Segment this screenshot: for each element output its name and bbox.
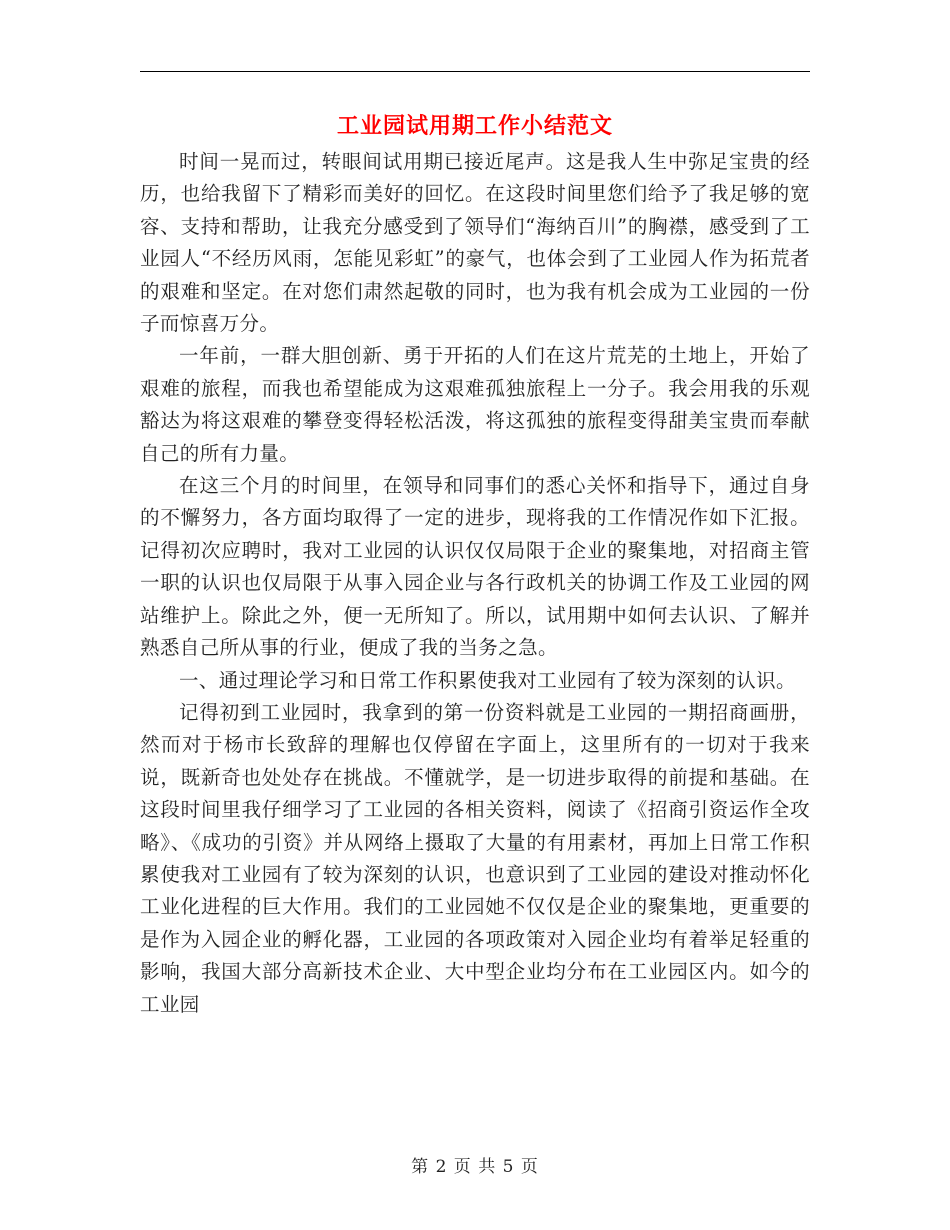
document-body: [140, 146, 810, 1021]
paragraph: 一年前，一群大胆创新、勇于开拓的人们在这片荒芜的土地上，开始了艰难的旅程，而我也希望能成为这艰难孤独旅程上一分子。我会用我的乐观豁达为将这艰难的攀登变得轻松活泼，将这孤独的旅程变得甜美宝贵而奉献自己的所有力量。: [140, 344, 810, 465]
page-number-footer: 第 2 页 共 5 页: [411, 1157, 539, 1177]
paragraph: 时间一晃而过，转眼间试用期已接近尾声。这是我人生中弥足宝贵的经历，也给我留下了精彩而美好的回忆。在这段时间里您们给予了我足够的宽容、支持和帮助，让我充分感受到了领导们“海纳百川”的胸襟，感受到了工业园人“不经历风雨，怎能见彩虹”的豪气，也体会到了工业园人作为拓荒者的艰难和坚定。在对您们肃然起敬的同时，也为我有机会成为工业园的一份子而惊喜万分。: [140, 150, 810, 336]
paragraph: 在这三个月的时间里，在领导和同事们的悉心关怀和指导下，通过自身的不懈努力，各方面均取得了一定的进步，现将我的工作情况作如下汇报。 记得初次应聘时，我对工业园的认识仅仅局限于企业的聚集地，对招商主管一职的认识也仅局限于从事入园企业与各行政机关的协调工作及工业园的网站维护上。除此之外，便一无所知了。所以，试用期中如何去认识、了解并熟悉自己所从事的行业，便成了我的当务之急。: [140, 474, 810, 660]
document-title: 工业园试用期工作小结范文: [336, 113, 613, 139]
header-divider: [140, 71, 810, 72]
paragraph: 记得初到工业园时，我拿到的第一份资料就是工业园的一期招商画册，然而对于杨市长致辞的理解也仅停留在字面上，这里所有的一切对于我来说，既新奇也处处存在挑战。不懂就学，是一切进步取得的前提和基础。在这段时间里我仔细学习了工业园的各相关资料，阅读了《招商引资运作全攻略》、《成功的引资》并从网络上摄取了大量的有用素材，再加上日常工作积累使我对工业园有了较为深刻的认识，也意识到了工业园的建设对推动怀化工业化进程的巨大作用。我们的工业园她不仅仅是企业的聚集地，更重要的是作为入园企业的孵化器，工业园的各项政策对入园企业均有着举足轻重的影响，我国大部分高新技术企业、大中型企业均分布在工业园区内。如今的工业园: [140, 700, 810, 1016]
section-heading-paragraph: 一、通过理论学习和日常工作积累使我对工业园有了较为深刻的认识。: [179, 668, 796, 692]
